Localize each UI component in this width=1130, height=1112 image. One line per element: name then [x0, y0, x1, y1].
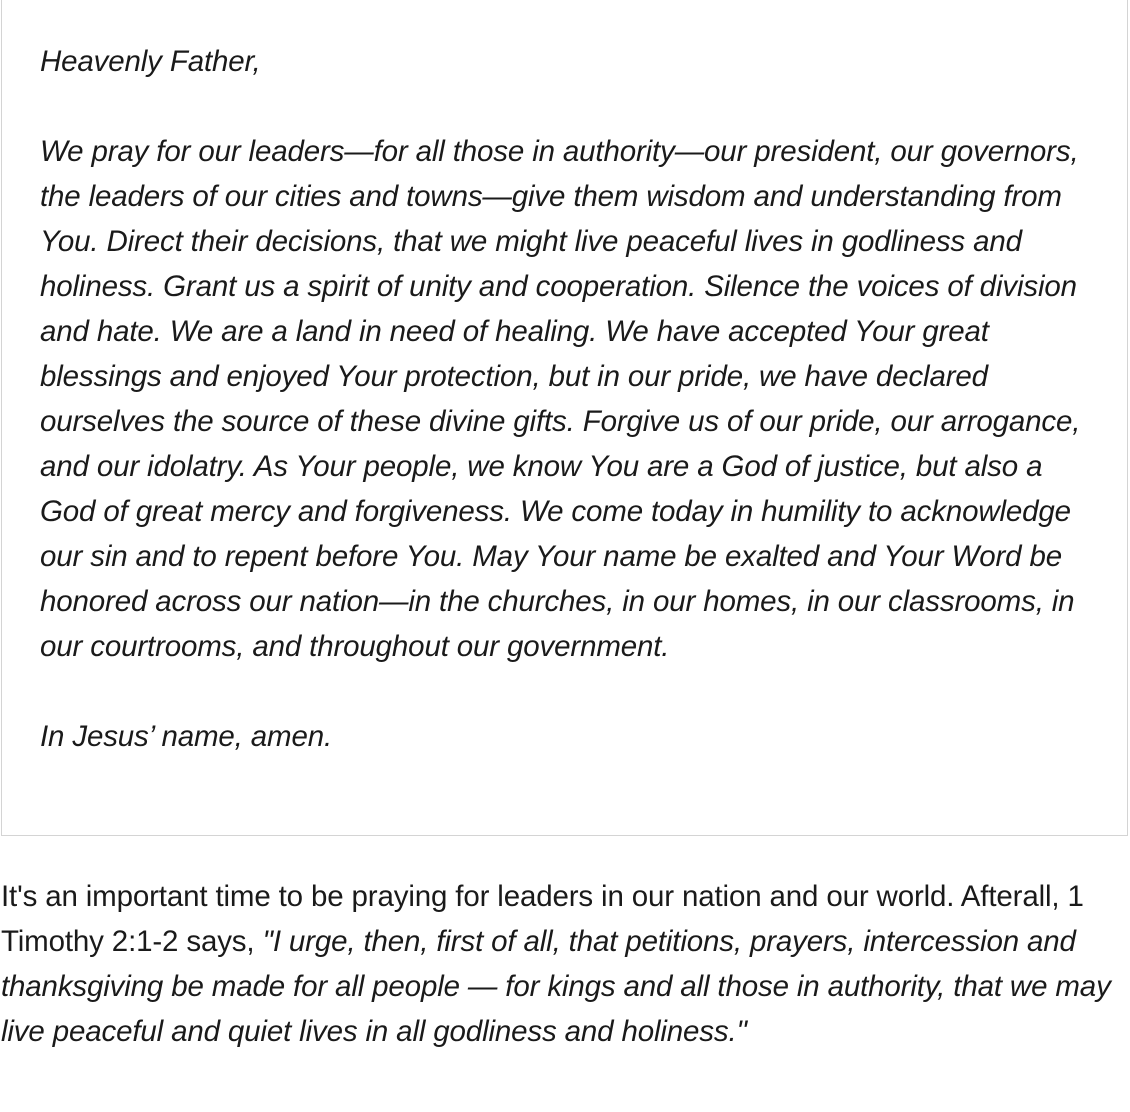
paragraph-spacer: [40, 84, 1089, 129]
scripture-quote: "I urge, then, first of all, that petitions, prayers, intercession and thanksgiving be made for all people — for kings and all those in authority, that we may live peaceful and quiet lives in all godliness and holiness.": [1, 925, 1111, 1048]
paragraph-spacer: [40, 669, 1089, 714]
commentary-intro: It's an important time to be praying for leaders in our nation and our world. Afterall, 1 Timothy 2:1-2 says,: [1, 880, 1084, 958]
prayer-box: [1, 0, 1128, 836]
prayer-closing: In Jesus’ name, amen.: [40, 720, 333, 753]
commentary-paragraph: [1, 874, 1129, 1054]
prayer-body: We pray for our leaders—for all those in authority—our president, our governors, the leaders of our cities and towns—give them wisdom and understanding from You. Direct their decisions, that we might live peaceful lives in godliness and holiness. Grant us a spirit of unity and cooperation. Silence the voices of division and hate. We are a land in need of healing. We have accepted Your great blessings and enjoyed Your protection, but in our pride, we have declared ourselves the source of these divine gifts. Forgive us of our pride, our arrogance, and our idolatry. As Your people, we know You are a God of justice, but also a God of great mercy and forgiveness. We come today in humility to acknowledge our sin and to repent before You. May Your name be exalted and Your Word be honored across our nation—in the churches, in our homes, in our classrooms, in our courtrooms, and throughout our government.: [40, 135, 1081, 663]
prayer-greeting: Heavenly Father,: [40, 45, 261, 78]
